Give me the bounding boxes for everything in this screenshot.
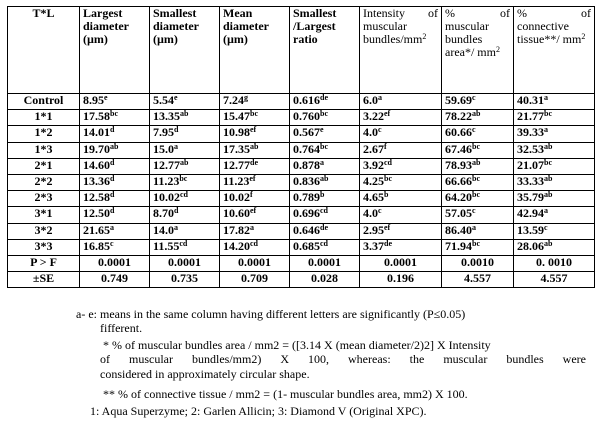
table-cell: 0.196	[360, 272, 442, 288]
table-cell: 4.0$^c$	[360, 126, 442, 142]
table-cell: 2.95$^{ef}$	[360, 223, 442, 239]
footnote-legend: 1: Aqua Superzyme; 2: Garlen Allicin; 3: Diamond V (Original XPC).	[90, 404, 427, 418]
table-cell: 3.22$^{ef}$	[360, 110, 442, 126]
table-cell: 71.94$^{bc}$	[442, 239, 514, 255]
table-row	[8, 158, 595, 174]
row-label: 3*2	[8, 223, 80, 239]
table-cell: 0.0001	[360, 255, 442, 271]
table-cell: 3.92$^{cd}$	[360, 158, 442, 174]
table-cell: 42.94$^a$	[514, 207, 595, 223]
table-cell: 0.567e	[290, 126, 360, 142]
table-row	[8, 239, 595, 255]
footnote-star-cont: of muscular bundles/mm2) X 100, whereas: the muscular bundles were	[100, 352, 586, 366]
table-cell: 86.40$^a$	[442, 223, 514, 239]
table-row	[8, 207, 595, 223]
table-cell: 59.69$^c$	[442, 94, 514, 110]
table-cell: 78.93$^{ab}$	[442, 158, 514, 174]
row-label: Control	[8, 94, 80, 110]
row-label: 3*3	[8, 239, 80, 255]
table-cell: 0.0001	[290, 255, 360, 271]
table-row	[8, 142, 595, 158]
table-row	[8, 255, 595, 271]
table-row	[8, 110, 595, 126]
table-cell: 78.22$^{ab}$	[442, 110, 514, 126]
table-cell: 19.70$^{ab}$	[80, 142, 150, 158]
table-cell: 0.685$^{cd}$	[290, 239, 360, 255]
table-cell: 0.878$^a$	[290, 158, 360, 174]
table-cell: 66.66$^{bc}$	[442, 174, 514, 190]
table-cell: 35.79$^{ab}$	[514, 191, 595, 207]
table-cell: 16.85$^c$	[80, 239, 150, 255]
table-cell: 8.95e	[80, 94, 150, 110]
table-cell: 0.0001	[80, 255, 150, 271]
table-cell: 4.557	[442, 272, 514, 288]
col-header-treatment: T*L	[8, 7, 80, 94]
table-cell: 40.31$^a$	[514, 94, 595, 110]
table-cell: 4.557	[514, 272, 595, 288]
table-cell: 0.709	[220, 272, 290, 288]
footnote-letters: a- e: means in the same column having different letters are significantly (P≤0.05)	[76, 307, 466, 321]
col-header-smallest-diameter: Smallest diameter (µm)	[150, 7, 220, 94]
table-cell: 14.60$^d$	[80, 158, 150, 174]
footnote-letters-cont: fifferent.	[100, 321, 143, 335]
table-cell: 2.67$^f$	[360, 142, 442, 158]
table-cell: 13.36$^d$	[80, 174, 150, 190]
col-header-bundles-area: % of muscular bundles area*/ $mm^2$	[442, 7, 514, 94]
table-cell: 33.33$^{ab}$	[514, 174, 595, 190]
row-label: ±SE	[8, 272, 80, 288]
table-cell: 39.33$^a$	[514, 126, 595, 142]
row-label: 2*2	[8, 174, 80, 190]
table-cell: 0.0001	[220, 255, 290, 271]
table-cell: 0.836$^{ab}$	[290, 174, 360, 190]
table-cell: 12.50$^d$	[80, 207, 150, 223]
table-cell: 12.77$^{ab}$	[150, 158, 220, 174]
row-label: 1*1	[8, 110, 80, 126]
table-cell: 60.66$^c$	[442, 126, 514, 142]
table-cell: 21.65$^a$	[80, 223, 150, 239]
table-cell: 4.25$^{bc}$	[360, 174, 442, 190]
footnote-double-star: ** % of connective tissue / mm2 = (1- muscular bundles area, mm2) X 100.	[103, 387, 468, 401]
row-label: P > F	[8, 255, 80, 271]
table-cell: 13.59$^c$	[514, 223, 595, 239]
table-cell: 10.02$^f$	[220, 191, 290, 207]
table-cell: 0.735	[150, 272, 220, 288]
table-cell: 5.54e	[150, 94, 220, 110]
table-cell: 10.02$^{cd}$	[150, 191, 220, 207]
col-header-intensity: Intensity of muscular bundles/$mm^2$	[360, 7, 442, 94]
table-row	[8, 126, 595, 142]
table-cell: 0.0001	[150, 255, 220, 271]
table-row	[8, 174, 595, 190]
table-cell: 17.58$^{bc}$	[80, 110, 150, 126]
table-cell: 4.0$^c$	[360, 207, 442, 223]
table-cell: 17.35$^{ab}$	[220, 142, 290, 158]
table-cell: 6.0$^a$	[360, 94, 442, 110]
table-cell: 0.696$^{cd}$	[290, 207, 360, 223]
table-cell: 64.20$^{bc}$	[442, 191, 514, 207]
row-label: 3*1	[8, 207, 80, 223]
table-cell: 0.028	[290, 272, 360, 288]
table-cell: 11.23$^{ef}$	[220, 174, 290, 190]
table-cell: 0.646de	[290, 223, 360, 239]
table-cell: 0.760$^{bc}$	[290, 110, 360, 126]
table-cell: 3.37de	[360, 239, 442, 255]
table-cell: 21.07$^{bc}$	[514, 158, 595, 174]
table-row	[8, 272, 595, 288]
table-cell: 67.46$^{bc}$	[442, 142, 514, 158]
row-label: 2*1	[8, 158, 80, 174]
row-label: 1*2	[8, 126, 80, 142]
table-row	[8, 223, 595, 239]
table-cell: 0.764$^{bc}$	[290, 142, 360, 158]
table-cell: 15.0$^a$	[150, 142, 220, 158]
table-cell: 14.01$^d$	[80, 126, 150, 142]
table-cell: 0.0010	[442, 255, 514, 271]
table-cell: 8.70$^d$	[150, 207, 220, 223]
table-cell: 15.47$^{bc}$	[220, 110, 290, 126]
table-cell: 17.82$^a$	[220, 223, 290, 239]
table-cell: 10.60$^{ef}$	[220, 207, 290, 223]
header-row	[8, 7, 595, 94]
table-row	[8, 191, 595, 207]
table-cell: 7.24$^g$	[220, 94, 290, 110]
table-cell: 28.06$^{ab}$	[514, 239, 595, 255]
table-cell: 0.749	[80, 272, 150, 288]
results-table	[7, 6, 595, 288]
table-cell: 12.58$^d$	[80, 191, 150, 207]
table-cell: 0.789$^b$	[290, 191, 360, 207]
table-cell: 11.23$^{bc}$	[150, 174, 220, 190]
table-cell: 13.35$^{ab}$	[150, 110, 220, 126]
table-cell: 0. 0010	[514, 255, 595, 271]
table-cell: 7.95$^d$	[150, 126, 220, 142]
table-cell: 11.55$^{cd}$	[150, 239, 220, 255]
table-cell: 10.98$^{ef}$	[220, 126, 290, 142]
table-cell: 0.616de	[290, 94, 360, 110]
table-row	[8, 94, 595, 110]
row-label: 1*3	[8, 142, 80, 158]
col-header-connective-tissue: % of connective tissue**/ $mm^2$	[514, 7, 595, 94]
table-cell: 12.77de	[220, 158, 290, 174]
col-header-ratio: Smallest /Largest ratio	[290, 7, 360, 94]
col-header-mean-diameter: Mean diameter (µm)	[220, 7, 290, 94]
footnote-star-cont2: considered in approximately circular shape.	[100, 367, 310, 381]
footnote-star: * % of muscular bundles area / mm2 = ([3.14 X (mean diameter/2)2] X Intensity	[103, 338, 491, 352]
table-cell: 57.05$^c$	[442, 207, 514, 223]
col-header-largest-diameter: Largest diameter (µm)	[80, 7, 150, 94]
table-cell: 21.77$^{bc}$	[514, 110, 595, 126]
table-cell: 4.65$^b$	[360, 191, 442, 207]
table-cell: 14.20$^{cd}$	[220, 239, 290, 255]
row-label: 2*3	[8, 191, 80, 207]
table-cell: 32.53$^{ab}$	[514, 142, 595, 158]
table-cell: 14.0$^a$	[150, 223, 220, 239]
